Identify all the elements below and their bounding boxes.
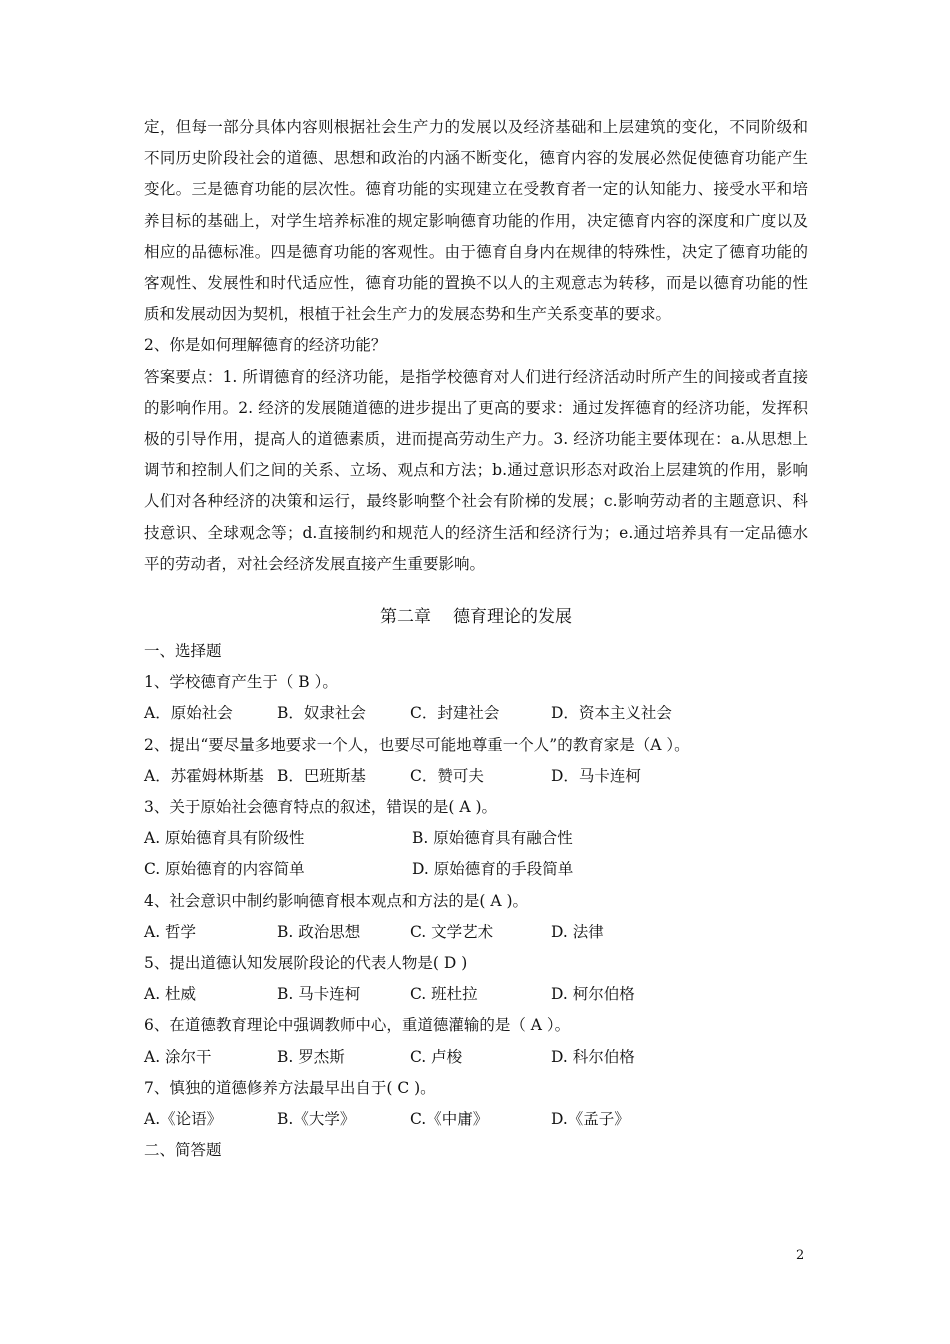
mcq-list — [144, 667, 808, 1135]
mcq-question: 6、在道德教育理论中强调教师中心，重道德灌输的是（ A ）。 — [144, 1016, 571, 1035]
mcq-option: C.《中庸》 — [410, 1110, 489, 1129]
mcq-options-row — [144, 761, 808, 792]
question-2-title: 2、你是如何理解德育的经济功能？ — [144, 336, 387, 355]
mcq-item — [144, 886, 808, 948]
mcq-question: 3、关于原始社会德育特点的叙述，错误的是( A )。 — [144, 798, 498, 817]
mcq-option: D．资本主义社会 — [551, 704, 672, 723]
section-heading-choice: 一、选择题 — [144, 642, 222, 661]
mcq-options-row — [144, 917, 808, 948]
mcq-option: B. 政治思想 — [277, 922, 361, 941]
mcq-option: A. 杜威 — [144, 985, 197, 1004]
mcq-option: A. 哲学 — [144, 922, 197, 941]
mcq-item — [144, 1010, 808, 1072]
mcq-item — [144, 792, 808, 886]
mcq-option: B. 罗杰斯 — [277, 1047, 345, 1066]
page-number: 2 — [796, 1248, 805, 1263]
mcq-options-row — [144, 823, 808, 854]
mcq-option: A. 涂尔干 — [144, 1047, 212, 1066]
mcq-item — [144, 730, 808, 792]
mcq-option: C. 卢梭 — [410, 1047, 463, 1066]
section-heading-short-answer: 二、简答题 — [144, 1141, 222, 1160]
mcq-option: C．赞可夫 — [410, 766, 484, 785]
chapter-number: 第二章 — [380, 607, 431, 628]
mcq-option: A.《论语》 — [144, 1110, 223, 1129]
mcq-option: D. 科尔伯格 — [551, 1047, 635, 1066]
mcq-option: B．巴班斯基 — [277, 766, 366, 785]
mcq-question: 5、提出道德认知发展阶段论的代表人物是( D ) — [144, 954, 468, 973]
mcq-question: 2、提出“要尽量多地要求一个人，也要尽可能地尊重一个人”的教育家是（A ）。 — [144, 735, 690, 754]
mcq-options-row — [144, 854, 808, 885]
mcq-option: B. 马卡连柯 — [277, 985, 361, 1004]
mcq-option: C. 文学艺术 — [410, 922, 494, 941]
mcq-options-row — [144, 698, 808, 729]
chapter-title: 德育理论的发展 — [453, 607, 572, 628]
mcq-option: C．封建社会 — [410, 704, 500, 723]
mcq-option: D. 原始德育的手段简单 — [412, 860, 574, 879]
mcq-option: D. 法律 — [551, 922, 604, 941]
continuation-paragraph: 定，但每一部分具体内容则根据社会生产力的发展以及经济基础和上层建筑的变化，不同阶级和不同历史阶段社会的道德、思想和政治的内涵不断变化，德育内容的发展必然促使德育功能产生变化。三是德育功能的层次性。德育功能的实现建立在受教育者一定的认知能力、接受水平和培养目标的基础上，对学生培养标准的规定影响德育功能的作用，决定德育内容的深度和广度以及相应的品德标准。四是德育功能的客观性。由于德育自身内在规律的特殊性，决定了德育功能的客观性、发展性和时代适应性，德育功能的置换不以人的主观意志为转移，而是以德育功能的性质和发展动因为契机，根植于社会生产力的发展态势和生产关系变革的要求。 — [144, 118, 808, 324]
mcq-option: A．苏霍姆林斯基 — [144, 766, 264, 785]
page-content — [144, 112, 808, 1167]
chapter-heading — [144, 598, 808, 636]
mcq-item — [144, 1073, 808, 1135]
mcq-option: C. 原始德育的内容简单 — [144, 860, 305, 879]
mcq-question: 1、学校德育产生于（ B ）。 — [144, 673, 338, 692]
mcq-option: C. 班杜拉 — [410, 985, 478, 1004]
mcq-options-row — [144, 1042, 808, 1073]
mcq-question: 7、慎独的道德修养方法最早出自于( C )。 — [144, 1078, 436, 1097]
mcq-option: B.《大学》 — [277, 1110, 356, 1129]
mcq-options-row — [144, 1104, 808, 1135]
mcq-option: D. 柯尔伯格 — [551, 985, 635, 1004]
mcq-item — [144, 948, 808, 1010]
mcq-option: D．马卡连柯 — [551, 766, 641, 785]
mcq-question: 4、社会意识中制约影响德育根本观点和方法的是( A )。 — [144, 891, 529, 910]
mcq-item — [144, 667, 808, 729]
mcq-option: D.《孟子》 — [551, 1110, 630, 1129]
mcq-option: B．奴隶社会 — [277, 704, 366, 723]
mcq-option: A. 原始德育具有阶级性 — [144, 829, 305, 848]
mcq-option: A．原始社会 — [144, 704, 233, 723]
mcq-options-row — [144, 979, 808, 1010]
mcq-option: B. 原始德育具有融合性 — [412, 829, 573, 848]
question-2-answer: 答案要点：1. 所谓德育的经济功能，是指学校德育对人们进行经济活动时所产生的间接或者直接的影响作用。2. 经济的发展随道德的进步提出了更高的要求：通过发挥德育的经济功能，发挥积极的引导作用，提高人的道德素质，进而提高劳动生产力。3. 经济功能主要体现在：a.从思想上调节和控制人们之间的关系、立场、观点和方法；b.通过意识形态对政治上层建筑的作用，影响人们对各种经济的决策和运行，最终影响整个社会有阶梯的发展；c.影响劳动者的主题意识、科技意识、全球观念等；d.直接制约和规范人的经济生活和经济行为；e.通过培养具有一定品德水平的劳动者，对社会经济发展直接产生重要影响。 — [144, 367, 808, 573]
